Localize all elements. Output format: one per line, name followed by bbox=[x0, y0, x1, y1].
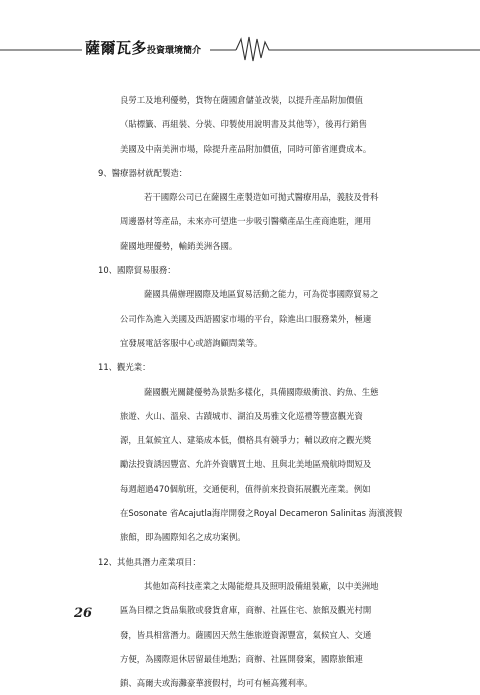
text-line: 旅遊、火山、溫泉、古蹟城市、湖泊及馬雅文化巡禮等豐富觀光資 bbox=[120, 410, 363, 421]
running-header bbox=[0, 30, 480, 70]
text-line: 在Sosonate 省Acajutla海岸開發之Royal Decameron Salinitas 海濱渡假 bbox=[120, 508, 403, 519]
text-line: 方便，為國際退休居留最佳地點；商辦、社區開發案，國際旅館連 bbox=[120, 653, 363, 664]
header-title bbox=[85, 37, 201, 58]
text-line: 薩國地理優勢，輸銷美洲各國。 bbox=[120, 240, 238, 251]
text-line: 周邊器材等產品，未來亦可望進一步吸引醫藥產品生產商進駐，運用 bbox=[120, 216, 372, 227]
text-line: 旅館，即為國際知名之成功案例。 bbox=[120, 532, 246, 543]
text-line: 薩國觀光關鍵優勢為景點多樣化，具備國際級衝浪、釣魚、生態 bbox=[144, 386, 379, 397]
text-line: 良勞工及地利優勢，貨物在薩國倉儲並改裝，以提升產品附加價值 bbox=[120, 95, 363, 105]
text-line: 源，且氣候宜人、建築成本低，價格具有競爭力；輔以政府之觀光獎 bbox=[120, 435, 372, 446]
text-line: 公司作為進入美國及西語國家市場的平台，除進出口服務業外，極適 bbox=[120, 313, 372, 324]
text-line: 勵法投資誘因豐富、允許外資購買土地、且與北美地區飛航時間短及 bbox=[120, 459, 372, 470]
text-line: 美國及中南美洲市場，除提升產品附加價值，同時可節省運費成本。 bbox=[120, 143, 372, 154]
body-text bbox=[98, 88, 418, 695]
text-line: 發，皆具相當潛力。薩國因天然生態旅遊資源豐富，氣候宜人、交通 bbox=[120, 629, 372, 640]
text-line: 若干國際公司已在薩國生產製造如可拋式醫療用品，義肢及骨科 bbox=[144, 192, 379, 203]
text-line: 其他如高科技產業之太陽能燈具及照明設備組裝廠，以中美洲地 bbox=[144, 580, 379, 591]
text-line: 每週超過470個航班，交通便利，值得前來投資拓展觀光產業。例如 bbox=[120, 483, 371, 494]
section-heading: 9、醫療器材就配製造： bbox=[98, 167, 188, 178]
text-line: 區為目標之貨品集散或發貨倉庫，商辦、社區住宅、旅館及觀光村開 bbox=[120, 605, 372, 616]
header-heartbeat-rule bbox=[0, 30, 480, 70]
header-title-main: 薩爾瓦多 bbox=[85, 39, 148, 57]
section-heading: 10、國際貿易服務： bbox=[98, 265, 176, 276]
page-number: 26 bbox=[74, 606, 93, 621]
text-line: （貼標籤、再組裝、分裝、印製使用說明書及其他等），後再行銷售 bbox=[120, 119, 368, 130]
header-title-sub: 投資環境簡介 bbox=[147, 46, 202, 56]
text-line: 薩國具備辦理國際及地區貿易活動之能力，可為從事國際貿易之 bbox=[144, 289, 379, 300]
text-line: 鎖、高爾夫或海灘豪華渡假村，均可有極高獲利率。 bbox=[120, 678, 313, 689]
section-heading: 12、其他具潛力產業項目： bbox=[98, 556, 201, 567]
section-heading: 11、觀光業： bbox=[98, 362, 151, 373]
text-line: 宜發展電話客服中心或諮詢顧問業等。 bbox=[120, 337, 263, 348]
